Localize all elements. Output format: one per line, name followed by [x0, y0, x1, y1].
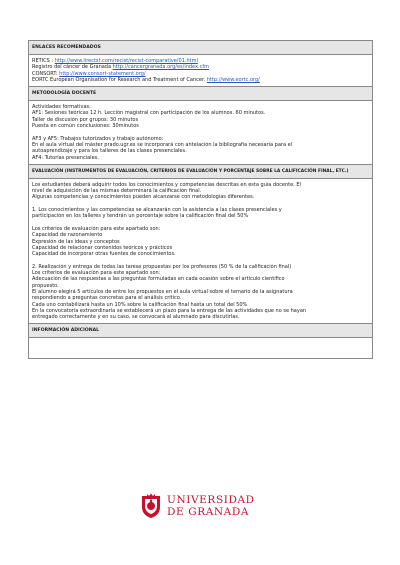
pomegranate-crest-icon	[140, 493, 162, 519]
text-line: Puesta en común conclusiones: 30minutos	[32, 123, 139, 130]
text-line: El alumno elegirá 5 artículos de entre los propuestos en el aula virtual sobre el temario de la asignatura	[32, 288, 293, 295]
text-line: Capacidad de razonamiento	[32, 232, 103, 239]
link-consort[interactable]: http://www.consort-statement.org/	[59, 70, 146, 77]
text-line: Taller de discusión por grupos: 30 minutos	[32, 116, 139, 123]
section-body-metodologia	[29, 101, 372, 165]
link-eortc[interactable]: http://www.eortc.org/	[206, 76, 260, 83]
text-line: participación en los talleres y tendrán un porcentaje sobre la calificación final del 50%	[32, 213, 249, 220]
link-registro-cancer[interactable]: http://cancergranada.org/es/index.cfm	[112, 64, 209, 71]
section-body-adicional	[29, 338, 372, 358]
text-line: Los estudiantes deberá adquirir todos los conocimientos y competencias descritas en esta guía docente. El	[32, 181, 301, 188]
text-line: En el aula virtual del máster prado.ugr.es se incorporará con antelación la bibliografía necesaria para el	[32, 141, 293, 148]
text-line: Expresión de las ideas y conceptos	[32, 238, 120, 245]
text-line: entregado correctamente y en su caso, se convocará al alumnado para discutirlas.	[32, 314, 240, 321]
text-line: Los criterios de evaluación para este apartado son:	[32, 225, 161, 232]
link-line	[32, 77, 369, 83]
text-line: AF4: Tutorías presenciales.	[32, 154, 99, 161]
text-line: Adecuación de las respuestas a las preguntas formuladas en cada ocasión sobre el artículo científico	[32, 276, 285, 283]
link-line-label: Registro del cáncer de Granada	[32, 64, 113, 71]
university-name-line1: UNIVERSIDAD	[167, 494, 255, 506]
text-line: 2. Realización y entrega de todas las tareas propuestas por los profesores (50 % de la calificación final)	[32, 263, 292, 270]
section-header-evaluacion: EVALUACIÓN (INSTRUMENTOS DE EVALUACIÓN, CRITERIOS DE EVALUACIÓN Y PORCENTAJE SOBRE LA CALIFICACIÓN FINAL, ETC.)	[29, 165, 372, 179]
text-line: Capacidad de incorporar otras fuentes de conocimientos.	[32, 251, 176, 258]
text-line: Cada uno contabilizará hasta un 10% sobre la calificación final hasta un total del 50%	[32, 301, 248, 308]
text-line: En la convocatoria extraordinaria se establecerá un plazo para la entrega de las actividades que no se hayan	[32, 307, 307, 314]
text-line: propuesto.	[32, 282, 59, 289]
text-line: respondiendo a preguntas concretas para el análisis crítico.	[32, 295, 182, 302]
link-line-label: RETICS :	[32, 58, 55, 64]
page-footer	[0, 470, 400, 565]
link-retics[interactable]: http://www.lirectst.com/recist/recist-comparative/01.html	[54, 58, 198, 64]
link-line-label: EORTC European Organisation for Research and Treatment of Cancer.	[32, 76, 207, 83]
text-line: AF1: Sesiones teóricas 12 h. Lección magistral con participación de los alumnos. 60 minutos.	[32, 110, 266, 117]
section-body-enlaces	[29, 55, 372, 87]
university-name-line2: DE GRANADA	[167, 506, 250, 518]
section-body-evaluacion	[29, 179, 372, 325]
section-header-adicional: INFORMACIÓN ADICIONAL	[29, 324, 372, 338]
text-line: nivel de adquisición de las mismas determinará la calificación final.	[32, 188, 202, 195]
text-line: autoaprendizaje y para los talleres de las clases presenciales.	[32, 148, 187, 155]
section-header-enlaces: ENLACES RECOMENDADOS	[29, 41, 372, 55]
university-logo	[140, 492, 270, 522]
guide-table	[28, 40, 373, 359]
university-name	[167, 494, 255, 518]
section-header-metodologia: METODOLOGÍA DOCENTE	[29, 87, 372, 101]
text-line: Capacidad de relacionar contenidos teóricos y prácticos	[32, 244, 173, 251]
text-line: Los criterios de evaluación para este apartado son:	[32, 270, 161, 277]
text-line: Actividades formativas:	[32, 104, 91, 111]
text-line: 1. Los conocimientos y las competencias se alcanzarán con la asistencia a las clases presenciales y	[32, 207, 282, 214]
link-line-label: CONSORT:	[32, 70, 60, 77]
text-line: Algunas competencias y conocimientos pueden alcanzarse con metodologías diferentes.	[32, 194, 255, 201]
text-line: AF3 y AF5: Trabajos tutorizados y trabajo autónomo:	[32, 135, 164, 142]
